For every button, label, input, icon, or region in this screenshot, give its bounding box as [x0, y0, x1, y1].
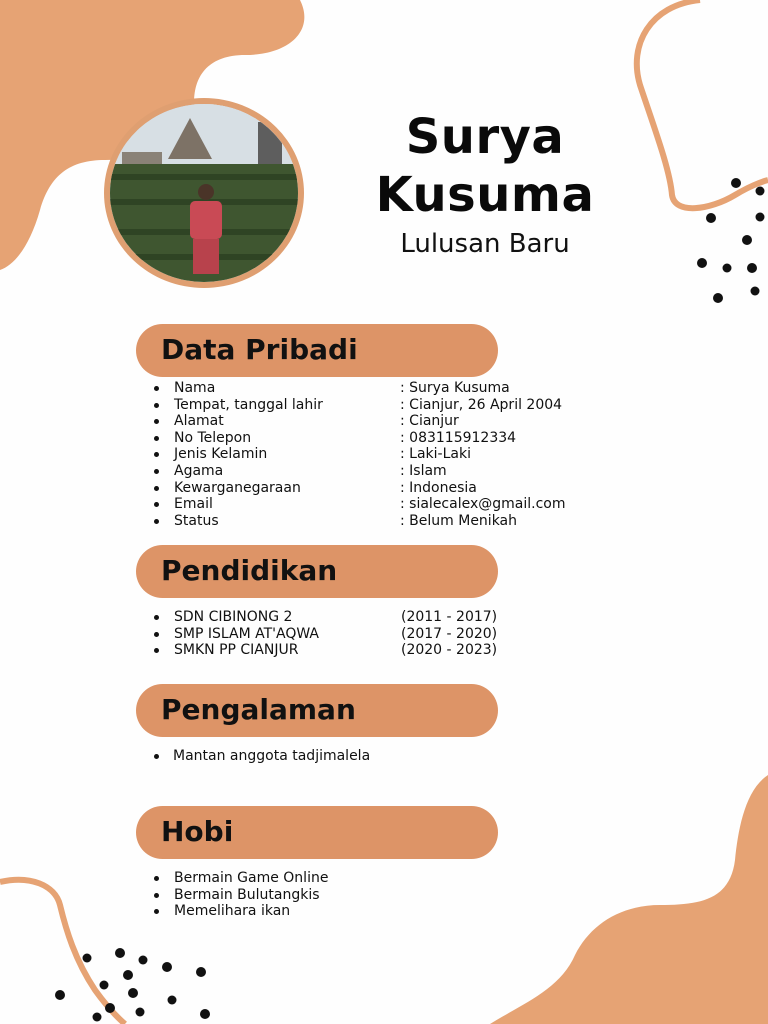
item-value: : Belum Menikah — [400, 512, 518, 529]
bullet-icon — [154, 754, 159, 759]
item-value: : Indonesia — [400, 479, 477, 496]
item-label: Memelihara ikan — [174, 903, 291, 920]
top-right-curve — [637, 0, 768, 208]
item-label: Email — [174, 496, 213, 513]
item-label: Tempat, tanggal lahir — [174, 396, 323, 413]
profile-photo — [104, 98, 304, 288]
item-value: : 083115912334 — [400, 429, 517, 446]
item-label: Jenis Kelamin — [174, 446, 268, 463]
bullet-icon — [154, 486, 159, 491]
name-line-1: Surya — [405, 109, 565, 165]
bullet-icon — [154, 615, 159, 620]
section-header-hobbies — [136, 806, 498, 859]
item-label: Mantan anggota tadjimalela — [173, 748, 371, 764]
item-years: (2017 - 2020) — [401, 625, 498, 642]
section-title-personal: Data Pribadi — [161, 333, 358, 366]
item-value: : Laki-Laki — [400, 446, 471, 463]
item-label: Status — [174, 512, 219, 529]
item-label: SMKN PP CIANJUR — [174, 642, 299, 659]
bottom-right-blob — [490, 775, 768, 1024]
bullet-icon — [154, 436, 159, 441]
section-title-education: Pendidikan — [161, 554, 338, 587]
bullet-icon — [154, 469, 159, 474]
item-label: Kewarganegaraan — [174, 479, 301, 496]
section-header-experience — [136, 684, 498, 737]
section-header-education — [136, 545, 498, 598]
bullet-icon — [154, 876, 159, 881]
name-line-2: Kusuma — [375, 167, 595, 223]
profile-photo-image — [110, 104, 298, 282]
bullet-icon — [154, 403, 159, 408]
item-label: Agama — [174, 462, 224, 479]
item-value: : Surya Kusuma — [400, 380, 510, 396]
item-label: Nama — [174, 380, 216, 396]
bullet-icon — [154, 893, 159, 898]
section-header-personal — [136, 324, 498, 377]
item-label: SMP ISLAM AT'AQWA — [174, 625, 319, 642]
person-name — [360, 108, 610, 224]
item-value: : Cianjur, 26 April 2004 — [400, 396, 563, 413]
item-label: Alamat — [174, 413, 224, 430]
item-value: : sialecalex@gmail.com — [400, 496, 566, 513]
section-title-experience: Pengalaman — [161, 693, 356, 726]
item-value: : Cianjur — [400, 413, 459, 430]
bullet-icon — [154, 386, 159, 391]
item-years: (2020 - 2023) — [401, 642, 498, 659]
item-years: (2011 - 2017) — [401, 609, 498, 625]
item-label: SDN CIBINONG 2 — [174, 609, 293, 625]
item-label: Bermain Game Online — [174, 870, 329, 886]
bullet-icon — [154, 632, 159, 637]
job-subtitle: Lulusan Baru — [400, 229, 570, 259]
item-value: : Islam — [400, 462, 447, 479]
section-title-hobbies: Hobi — [161, 815, 234, 848]
bottom-left-curve — [0, 880, 125, 1024]
item-label: No Telepon — [174, 429, 252, 446]
bullet-icon — [154, 519, 159, 524]
item-label: Bermain Bulutangkis — [174, 886, 320, 903]
